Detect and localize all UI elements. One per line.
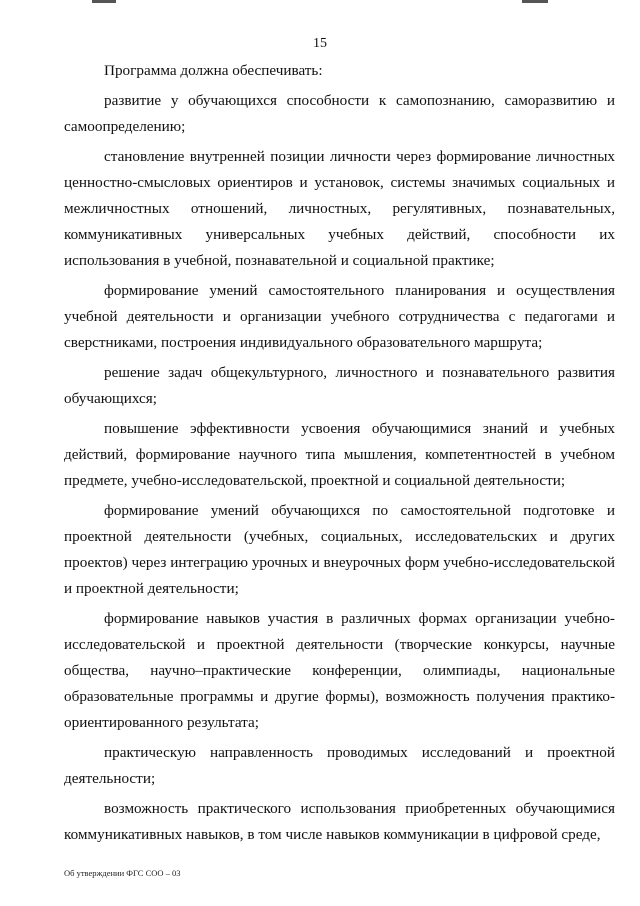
- paragraph: формирование умений самостоятельного планирования и осуществления учебной деятельности и организации учебного сотрудничества с педагогами и сверстниками, построения индивидуального образовательного маршрута;: [64, 282, 615, 351]
- scan-edge-mark-left: [92, 0, 116, 3]
- paragraph: решение задач общекультурного, личностного и познавательного развития обучающихся;: [64, 364, 615, 407]
- paragraph: становление внутренней позиции личности через формирование личностных ценностно-смысловых ориентиров и установок, системы значимых социальных и межличностных отношений, личностных, регулятивных, познавательных, коммуникативных универсальных учебных действий, способности их использования в учебной, познавательной и социальной практике;: [64, 148, 615, 269]
- page-footer: Об утверждении ФГС СОО – 03: [64, 868, 181, 878]
- scan-edge-mark-right: [522, 0, 548, 3]
- paragraph-intro: Программа должна обеспечивать:: [104, 62, 323, 79]
- page-number: 15: [313, 36, 327, 51]
- paragraph: возможность практического использования приобретенных обучающимися коммуникативных навыков, в том числе навыков коммуникации в цифровой среде,: [64, 800, 615, 843]
- document-body: [64, 58, 615, 852]
- paragraph: развитие у обучающихся способности к самопознанию, саморазвитию и самоопределению;: [64, 92, 615, 135]
- paragraph: практическую направленность проводимых исследований и проектной деятельности;: [64, 744, 615, 787]
- paragraph: формирование умений обучающихся по самостоятельной подготовке и проектной деятельности (учебных, социальных, исследовательских и других проектов) через интеграцию урочных и внеурочных форм учебно-исследовательской и проектной деятельности;: [64, 502, 615, 597]
- paragraph: повышение эффективности усвоения обучающимися знаний и учебных действий, формирование научного типа мышления, компетентностей в учебном предмете, учебно-исследовательской, проектной и социальной деятельности;: [64, 420, 615, 489]
- paragraph: формирование навыков участия в различных формах организации учебно-исследовательской и проектной деятельности (творческие конкурсы, научные общества, научно–практические конференции, олимпиады, национальные образовательные программы и другие формы), возможность получения практико-ориентированного результата;: [64, 610, 615, 731]
